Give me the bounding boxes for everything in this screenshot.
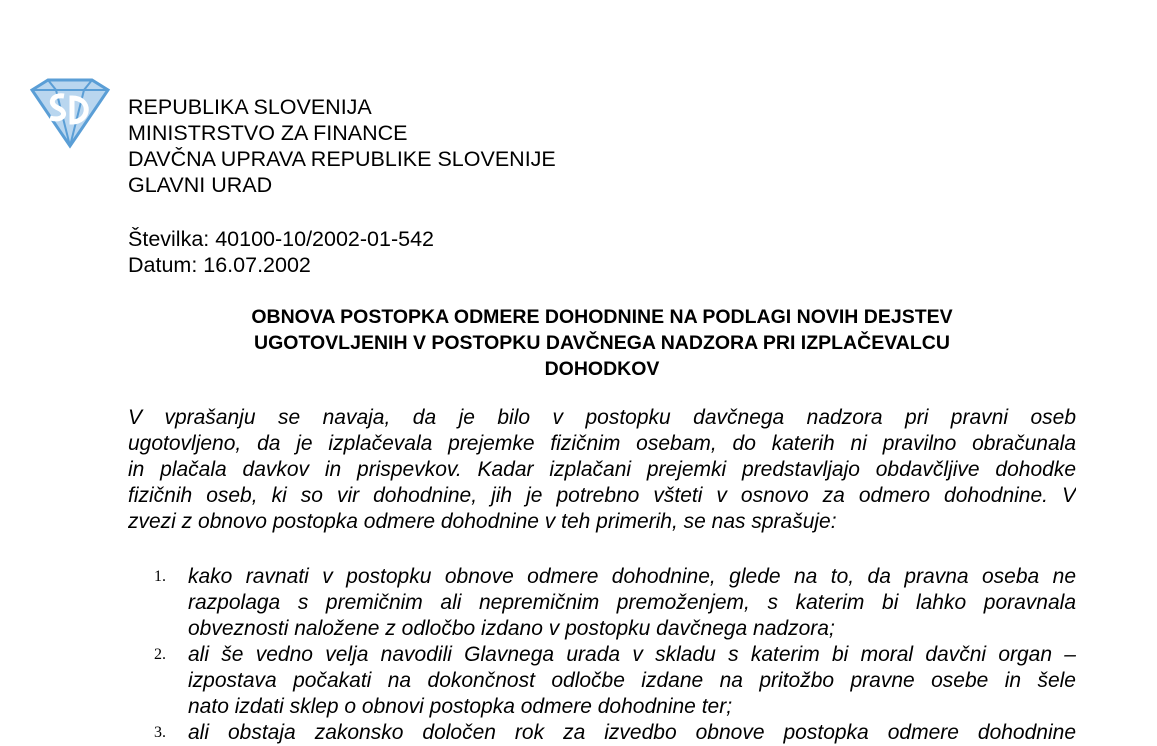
- title-line: DOHODKOV: [544, 358, 660, 380]
- document-date: Datum: 16.07.2002: [128, 253, 311, 277]
- paragraph-line: ugotovljeno, da je izplačevala prejemke fizičnim osebam, do katerih ni pravilno obračunala: [128, 432, 1076, 455]
- list-item: [0, 564, 1076, 642]
- header-line-office: GLAVNI URAD: [128, 173, 273, 197]
- list-item-number: 2.: [154, 646, 166, 663]
- document-number: Številka: 40100-10/2002-01-542: [128, 227, 434, 251]
- header-line-administration: DAVČNA UPRAVA REPUBLIKE SLOVENIJE: [128, 147, 556, 171]
- header-line-ministry: MINISTRSTVO ZA FINANCE: [128, 121, 408, 145]
- header-line-country: REPUBLIKA SLOVENIJA: [128, 95, 372, 119]
- title-line: UGOTOVLJENIH V POSTOPKU DAVČNEGA NADZORA PRI IZPLAČEVALCU: [254, 332, 950, 354]
- intro-paragraph: [128, 405, 1076, 535]
- paragraph-line: V vprašanju se navaja, da je bilo v postopku davčnega nadzora pri pravni oseb: [128, 406, 1076, 429]
- list-item-number: 1.: [154, 568, 166, 585]
- list-item-line: izpostava počakati na dokončnost odločbe izdane na pritožbo pravne osebe in šele: [188, 669, 1076, 692]
- document-title: [128, 304, 1076, 382]
- list-item-line: obveznosti naložene z odločbo izdano v postopku davčnega nadzora;: [188, 617, 835, 640]
- list-item-text: [188, 720, 1076, 746]
- paragraph-line: in plačala davkov in prispevkov. Kadar izplačani prejemki predstavljajo obdavčljive dohodke: [128, 458, 1076, 481]
- question-list: [0, 564, 1076, 746]
- list-item-line: ali obstaja zakonsko določen rok za izvedbo obnove postopka odmere dohodnine: [188, 721, 1076, 744]
- document-meta: [128, 226, 434, 278]
- list-item-number: 3.: [154, 724, 166, 741]
- paragraph-line: zvezi z obnovo postopka odmere dohodnine v teh primerih, se nas sprašuje:: [128, 510, 837, 533]
- list-item-text: [188, 564, 1076, 642]
- list-item: [0, 720, 1076, 746]
- list-item-line: ali še vedno velja navodili Glavnega urada v skladu s katerim bi moral davčni organ –: [188, 643, 1076, 666]
- sd-logo-icon: [28, 78, 112, 150]
- list-item-text: [188, 642, 1076, 720]
- list-item-line: nato izdati sklep o obnovi postopka odmere dohodnine ter;: [188, 695, 733, 718]
- list-item: [0, 642, 1076, 720]
- title-line: OBNOVA POSTOPKA ODMERE DOHODNINE NA PODLAGI NOVIH DEJSTEV: [251, 306, 953, 328]
- list-item-line: razpolaga s premičnim ali nepremičnim premoženjem, s katerim bi lahko poravnala: [188, 591, 1076, 614]
- institution-header: [128, 94, 556, 198]
- paragraph-line: fizičnih oseb, ki so vir dohodnine, jih je potrebno všteti v osnovo za odmero dohodnine. V: [128, 484, 1076, 507]
- list-item-line: kako ravnati v postopku obnove odmere dohodnine, glede na to, da pravna oseba ne: [188, 565, 1076, 588]
